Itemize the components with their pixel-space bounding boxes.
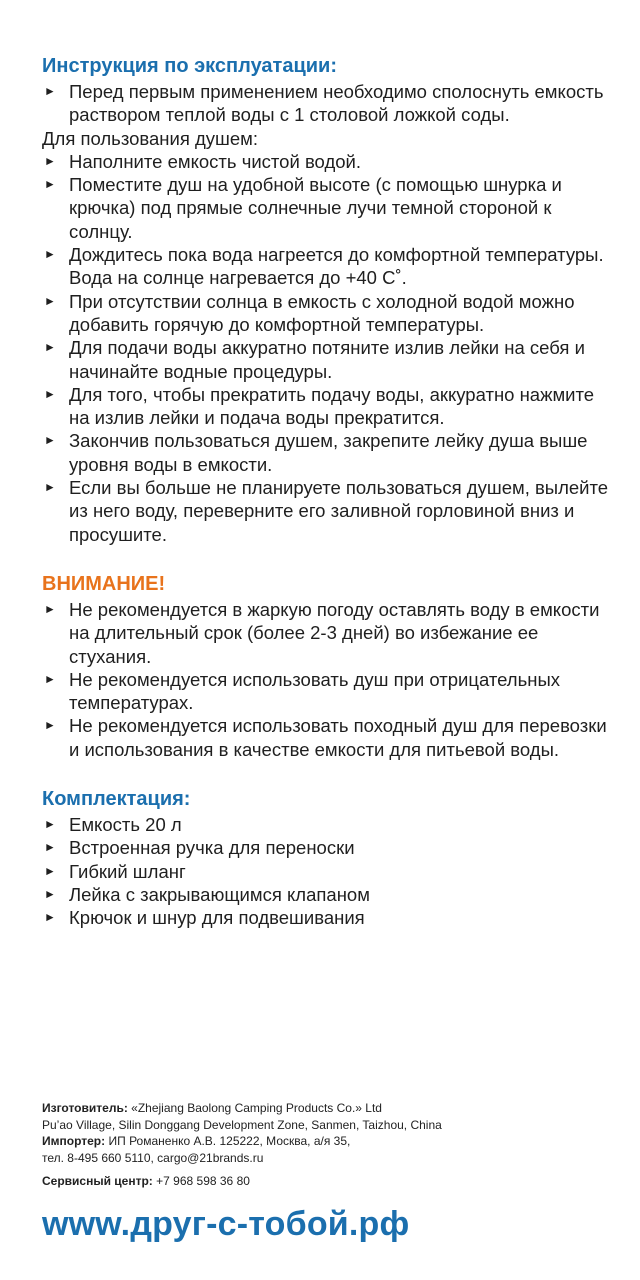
list-item [42, 836, 612, 859]
list-item [42, 883, 612, 906]
footer-info [42, 1100, 602, 1190]
list-item [42, 860, 612, 883]
list-item [42, 476, 612, 546]
list-item-text: Дождитесь пока вода нагреется до комфортной температуры. Вода на солнце нагревается до +40 С˚. [69, 244, 604, 289]
list-item [42, 173, 612, 243]
bullet-arrow-icon: ► [44, 863, 56, 878]
list-item-text: Если вы больше не планируете пользоваться душем, вылейте из него воду, переверните его заливной горловиной вниз и просушите. [69, 477, 609, 545]
list-item-text: Закончив пользоваться душем, закрепите лейку душа выше уровня воды в емкости. [69, 430, 588, 475]
importer-name: ИП Романенко А.В. 125222, Москва, а/я 35, [108, 1134, 351, 1148]
list-item [42, 336, 612, 383]
bullet-arrow-icon: ► [44, 601, 56, 616]
list-item-text: Крючок и шнур для подвешивания [69, 907, 365, 929]
instructions-prep-list [42, 80, 612, 127]
list-item [42, 429, 612, 476]
list-item-text: Емкость 20 л [69, 814, 182, 836]
bullet-arrow-icon: ► [44, 886, 56, 901]
service-label: Сервисный центр: [42, 1174, 153, 1188]
list-item-text: Поместите душ на удобной высоте (с помощью шнурка и крючка) под прямые солнечные лучи темной стороной к солнцу. [69, 174, 562, 242]
list-item-text: Встроенная ручка для переноски [69, 837, 355, 859]
service-phone: +7 968 598 36 80 [156, 1174, 250, 1188]
list-item [42, 714, 612, 761]
instructions-list [42, 150, 612, 546]
importer-label: Импортер: [42, 1134, 106, 1148]
bullet-arrow-icon: ► [44, 840, 56, 855]
kit-list [42, 813, 612, 929]
warning-list [42, 598, 612, 761]
manufacturer-line [42, 1100, 602, 1117]
bullet-arrow-icon: ► [44, 153, 56, 168]
manufacturer-label: Изготовитель: [42, 1101, 128, 1115]
instructions-heading: Инструкция по эксплуатации: [42, 55, 338, 77]
bullet-arrow-icon: ► [44, 718, 56, 733]
importer-contacts: тел. 8-495 660 5110, cargo@21brands.ru [42, 1150, 264, 1165]
bullet-arrow-icon: ► [44, 671, 56, 686]
bullet-arrow-icon: ► [44, 247, 56, 262]
list-item [42, 598, 612, 668]
list-item-text: Перед первым применением необходимо сполоснуть емкость раствором теплой воды с 1 столовой ложкой соды. [69, 81, 604, 126]
list-item-text: Не рекомендуется в жаркую погоду оставлять воду в емкости на длительный срок (более 2-3 дней) во избежание ее стухания. [69, 598, 600, 667]
list-item [42, 668, 612, 715]
list-item [42, 813, 612, 836]
bullet-arrow-icon: ► [44, 480, 56, 495]
list-item-text: Для того, чтобы прекратить подачу воды, аккуратно нажмите на излив лейки и подача воды прекратится. [69, 383, 595, 429]
list-item [42, 243, 612, 290]
list-item [42, 906, 612, 929]
list-item [42, 80, 612, 127]
list-item [42, 383, 612, 430]
list-item-text: Не рекомендуется использовать походный душ для перевозки и использования в качестве емкости для питьевой воды. [69, 715, 607, 760]
bullet-arrow-icon: ► [44, 84, 56, 98]
instruction-sheet [42, 54, 612, 930]
list-item-text: При отсутствии солнца в емкость с холодной водой можно добавить горячую до комфортной температуры. [69, 290, 575, 335]
section-spacer [42, 761, 612, 787]
bullet-arrow-icon: ► [44, 910, 56, 925]
bullet-arrow-icon: ► [44, 340, 56, 355]
list-item [42, 150, 612, 173]
bullet-arrow-icon: ► [44, 433, 56, 448]
list-item-text: Наполните емкость чистой водой. [69, 150, 361, 172]
manufacturer-name: «Zhejiang Baolong Camping Products Co.» Ltd [131, 1101, 382, 1115]
shower-intro: Для пользования душем: [42, 127, 259, 149]
list-item-text: Для подачи воды аккуратно потяните излив лейки на себя и начинайте водные процедуры. [69, 337, 585, 382]
website-link[interactable]: www.друг-с-тобой.рф [42, 1205, 410, 1243]
bullet-arrow-icon: ► [44, 817, 56, 832]
bullet-arrow-icon: ► [44, 293, 56, 308]
list-item-text: Гибкий шланг [69, 860, 186, 882]
manufacturer-address: Pu’ao Village, Silin Donggang Development Zone, Sanmen, Taizhou, China [42, 1117, 442, 1132]
bullet-arrow-icon: ► [44, 386, 56, 401]
service-line [42, 1173, 602, 1190]
importer-line [42, 1133, 602, 1150]
list-item-text: Лейка с закрывающимся клапаном [69, 883, 370, 905]
section-spacer [42, 546, 612, 572]
kit-heading: Комплектация: [42, 788, 191, 811]
warning-heading: ВНИМАНИЕ! [42, 572, 166, 595]
list-item [42, 290, 612, 337]
bullet-arrow-icon: ► [44, 177, 56, 192]
list-item-text: Не рекомендуется использовать душ при отрицательных температурах. [69, 668, 560, 714]
